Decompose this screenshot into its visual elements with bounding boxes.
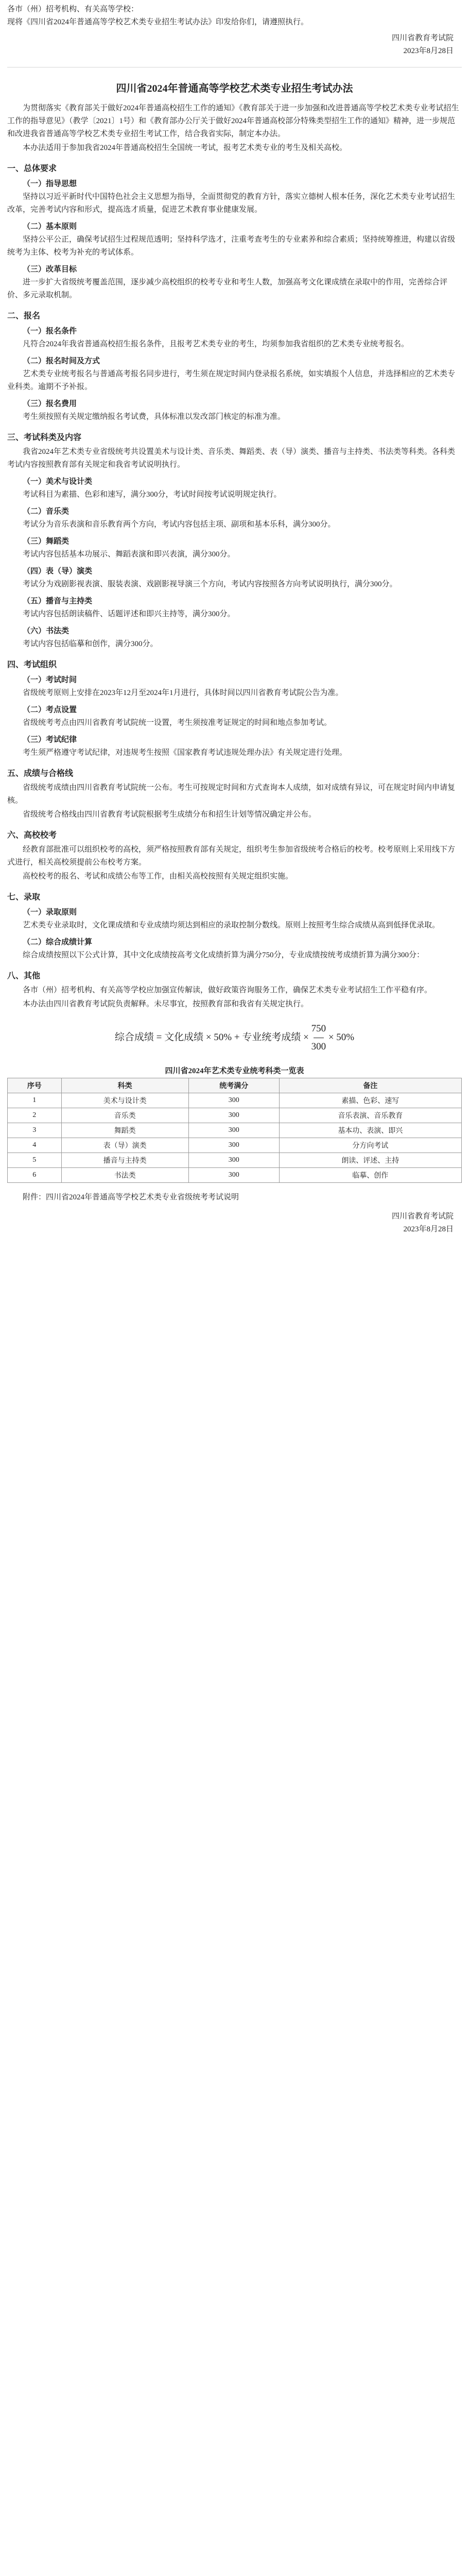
table [7,1078,462,1183]
paragraph: 我省2024年艺术类专业省级统考共设置美术与设计类、音乐类、舞蹈类、表（导）演类、播音与主持类、书法类等科类。各科类考试内容按照教育部有关规定和我省考试说明执行。 [7,448,456,469]
paragraph: 考生须严格遵守考试纪律，对违规考生按照《国家教育考试违规处理办法》有关规定进行处理。 [23,749,348,757]
paragraph: 艺术类专业录取时，文化课成绩和专业成绩均须达到相应的录取控制分数线。原则上按照考生综合成绩从高到低择优录取。 [23,921,440,929]
section [7,309,462,423]
paragraph: 考生须按照有关规定缴纳报名考试费，具体标准以发改部门核定的标准为准。 [23,413,286,421]
table-cell: 2 [8,1108,62,1123]
subsection-heading: （二）音乐类 [23,507,70,516]
formula-suffix: × 50% [328,1031,355,1043]
subject-table [7,1065,462,1183]
subsection-heading: （一）录取原则 [23,908,77,917]
paragraph: 各市（州）招考机构、有关高等学校应加强宣传解读，做好政策咨询服务工作，确保艺术类专业考试招生工作平稳有序。 [23,986,432,994]
table-header-cell: 序号 [8,1078,62,1093]
signature-date: 2023年8月28日 [403,47,454,55]
table-cell: 300 [188,1108,279,1123]
table-row [8,1168,462,1183]
table-cell: 素描、色彩、速写 [279,1093,461,1108]
subsection-heading: （一）美术与设计类 [23,478,93,486]
table-cell: 音乐表演、音乐教育 [279,1108,461,1123]
section-heading: 七、录取 [7,893,41,902]
table-cell: 3 [8,1123,62,1138]
top-line-1: 各市（州）招考机构、有关高等学校： [7,5,139,13]
table-cell: 300 [188,1138,279,1153]
section [7,969,462,1011]
end-signature-date: 2023年8月28日 [403,1225,454,1233]
table-cell: 300 [188,1168,279,1183]
table-cell: 300 [188,1093,279,1108]
section-heading: 八、其他 [7,972,41,980]
subsection-heading: （四）表（导）演类 [23,567,93,575]
end-signature-org: 四川省教育考试院 [391,1212,454,1221]
paragraph: 坚持以习近平新时代中国特色社会主义思想为指导，全面贯彻党的教育方针，落实立德树人根本任务，深化艺术类专业考试招生改革，完善考试内容和形式，提高选才质量，促进艺术教育事业健康发展。 [7,193,456,214]
paragraph: 考试分为音乐表演和音乐教育两个方向，考试内容包括主项、副项和基本乐科，满分300分。 [23,520,336,529]
table-cell: 分方向考试 [279,1138,461,1153]
table-header-cell: 科类 [61,1078,188,1093]
paragraph: 凡符合2024年我省普通高校招生报名条件，且报考艺术类专业的考生，均须参加我省组织的艺术类专业统考报名。 [23,340,409,348]
subsection-heading: （一）考试时间 [23,676,77,684]
signature-org: 四川省教育考试院 [391,34,454,42]
subsection-heading: （二）综合成绩计算 [23,938,93,946]
document-title: 四川省2024年普通高等学校艺术类专业招生考试办法 [116,83,353,94]
subsection-heading: （三）报名费用 [23,400,77,408]
intro-paragraph: 为贯彻落实《教育部关于做好2024年普通高校招生工作的通知》《教育部关于进一步加强和改进普通高等学校艺术类专业考试招生工作的指导意见》（教学〔2021〕1号）和《教育部办公厅关于做好2024年普通高校部分特殊类型招生工作的通知》精神，进一步规范和改进我省普通高等学校艺术类专业招生考试工作，结合我省实际，制定本办法。 [7,104,459,138]
table-row [8,1123,462,1138]
subsection-heading: （二）考点设置 [23,706,77,714]
subsection-heading: （二）报名时间及方式 [23,357,100,365]
subsection-heading: （六）书法类 [23,627,70,635]
table-cell: 音乐类 [61,1108,188,1123]
paragraph: 省级统考原则上安排在2023年12月至2024年1月进行，具体时间以四川省教育考试院公告为准。 [23,689,343,697]
top-line-2: 现将《四川省2024年普通高等学校艺术类专业招生考试办法》印发给你们，请遵照执行。 [7,18,309,26]
table-cell: 临摹、创作 [279,1168,461,1183]
subsection-heading: （三）舞蹈类 [23,537,70,546]
table-header-cell: 备注 [279,1078,461,1093]
section-heading: 一、总体要求 [7,164,57,173]
paragraph: 坚持公平公正，确保考试招生过程规范透明；坚持科学选才，注重考查考生的专业素养和综合素质；坚持统筹推进，构建以省级统考为主体、校考为补充的考试体系。 [7,235,456,257]
paragraph: 考试内容包括临摹和创作，满分300分。 [23,640,158,648]
section [7,828,462,883]
signature-block [0,29,469,58]
formula-fraction [311,1020,326,1056]
paragraph: 进一步扩大省级统考覆盖范围，逐步减少高校组织的校考专业和考生人数，加强高考文化课成绩在录取中的作用，完善综合评价、多元录取机制。 [7,278,448,299]
paragraph: 考试分为戏剧影视表演、服装表演、戏剧影视导演三个方向，考试内容按照各方向考试说明执行，满分300分。 [23,580,397,588]
table-cell: 300 [188,1123,279,1138]
table-cell: 5 [8,1153,62,1168]
table-row [8,1093,462,1108]
top-meta [0,0,469,29]
paragraph: 经教育部批准可以组织校考的高校，须严格按照教育部有关规定，组织考生参加省级统考合格后的校考。校考原则上采用线下方式进行，相关高校须提前公布校考方案。 [7,845,456,867]
table-cell: 朗读、评述、主持 [279,1153,461,1168]
paragraph: 考试内容包括朗读稿件、话题评述和即兴主持等，满分300分。 [23,610,235,618]
paragraph: 省级统考考点由四川省教育考试院统一设置，考生须按准考证规定的时间和地点参加考试。 [23,719,332,727]
section [7,162,462,302]
table-cell: 播音与主持类 [61,1153,188,1168]
table-cell: 4 [8,1138,62,1153]
closing-paragraph: 附件：四川省2024年普通高等学校艺术类专业省级统考考试说明 [23,1193,239,1201]
table-cell: 书法类 [61,1168,188,1183]
table-cell: 300 [188,1153,279,1168]
table-row [8,1108,462,1123]
table-row [8,1153,462,1168]
formula-numerator: 750 [311,1023,326,1034]
table-header-row [8,1078,462,1093]
end-signature-block [0,1205,469,1236]
section-heading: 二、报名 [7,312,41,320]
table-cell: 1 [8,1093,62,1108]
table-cell: 6 [8,1168,62,1183]
subsection-heading: （一）指导思想 [23,180,77,188]
paragraph: 省级统考合格线由四川省教育考试院根据考生成绩分布和招生计划等情况确定并公布。 [23,810,317,819]
table-cell: 基本功、表演、即兴 [279,1123,461,1138]
section-heading: 六、高校校考 [7,831,57,840]
closing [7,1191,462,1204]
subsection-heading: （三）考试纪律 [23,736,77,744]
table-row [8,1138,462,1153]
paragraph: 本办法由四川省教育考试院负责解释。未尽事宜，按照教育部和我省有关规定执行。 [23,1000,309,1008]
section [7,890,462,962]
section-heading: 五、成绩与合格线 [7,769,74,778]
table-cell: 表（导）演类 [61,1138,188,1153]
intro [7,102,462,155]
paragraph: 艺术类专业统考报名与普通高考报名同步进行，考生须在规定时间内登录报名系统，如实填报个人信息，并选择相应的艺术类专业科类。逾期不予补报。 [7,370,456,391]
section [7,431,462,651]
paragraph: 综合成绩按照以下公式计算，其中文化成绩按高考文化成绩折算为满分750分，专业成绩按统考成绩折算为满分300分： [23,951,425,959]
section-heading: 三、考试科类及内容 [7,433,82,442]
subsection-heading: （一）报名条件 [23,327,77,335]
subsection-heading: （二）基本原则 [23,223,77,231]
paragraph: 省级统考成绩由四川省教育考试院统一公布。考生可按规定时间和方式查询本人成绩，如对成绩有异议，可在规定时间内申请复核。 [7,784,456,805]
intro-paragraph: 本办法适用于参加我省2024年普通高校招生全国统一考试，报考艺术类专业的考生及相关高校。 [23,144,348,152]
table-cell: 美术与设计类 [61,1093,188,1108]
formula-prefix: 综合成绩 = 文化成绩 × 50% + 专业统考成绩 × [114,1031,309,1043]
table-header-cell: 统考满分 [188,1078,279,1093]
score-formula [7,1020,462,1056]
section [7,767,462,821]
section [7,658,462,759]
document-body [0,80,469,1204]
sections [7,162,462,1011]
formula-denominator: 300 [311,1041,326,1052]
paragraph: 考试内容包括基本功展示、舞蹈表演和即兴表演，满分300分。 [23,550,235,558]
subsection-heading: （五）播音与主持类 [23,597,93,605]
section-heading: 四、考试组织 [7,660,57,669]
table-caption: 四川省2024年艺术类专业统考科类一览表 [165,1067,304,1075]
paragraph: 考试科目为素描、色彩和速写，满分300分，考试时间按考试说明规定执行。 [23,490,282,499]
table-cell: 舞蹈类 [61,1123,188,1138]
table-body [8,1093,462,1183]
paragraph: 高校校考的报名、考试和成绩公布等工作，由相关高校按照有关规定组织实施。 [23,872,293,880]
subsection-heading: （三）改革目标 [23,265,77,274]
